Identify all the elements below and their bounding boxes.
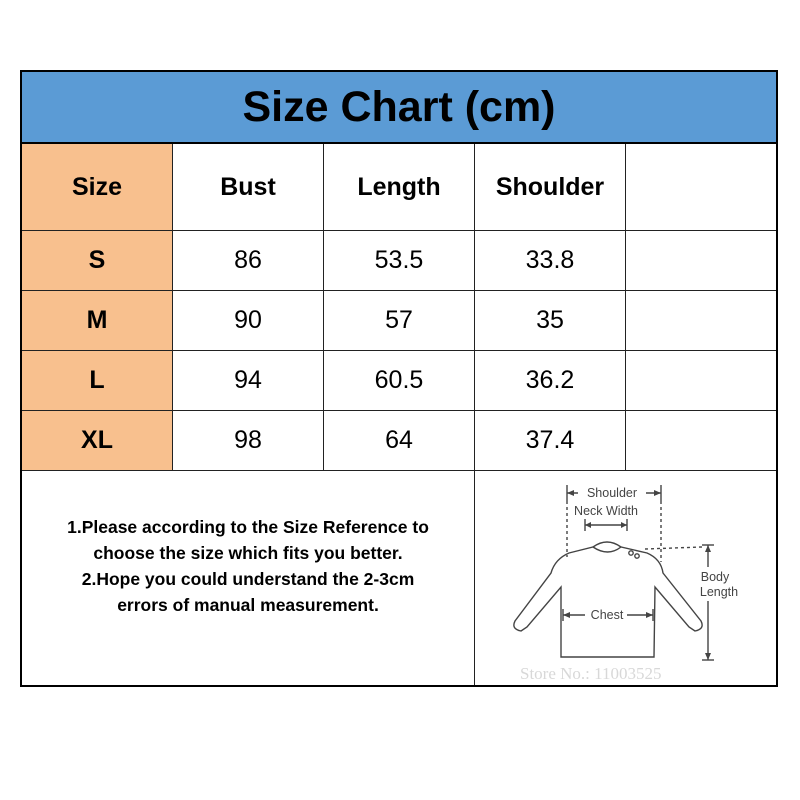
shoulder-cell: 37.4 bbox=[475, 411, 626, 470]
note-line: 2.Hope you could understand the 2-3cm bbox=[81, 569, 415, 589]
note-line: errors of manual measurement. bbox=[117, 595, 379, 615]
body-length-label-2: Length bbox=[699, 585, 739, 599]
table-row bbox=[22, 291, 776, 351]
header-empty bbox=[626, 144, 776, 230]
size-cell: XL bbox=[22, 411, 173, 470]
header-length: Length bbox=[324, 144, 475, 230]
length-cell: 53.5 bbox=[324, 231, 475, 290]
bust-cell: 98 bbox=[173, 411, 324, 470]
size-cell: L bbox=[22, 351, 173, 410]
bust-cell: 90 bbox=[173, 291, 324, 350]
length-cell: 64 bbox=[324, 411, 475, 470]
empty-cell bbox=[626, 411, 776, 470]
empty-cell bbox=[626, 291, 776, 350]
chart-title: Size Chart (cm) bbox=[22, 72, 776, 144]
header-size: Size bbox=[22, 144, 173, 230]
shoulder-cell: 33.8 bbox=[475, 231, 626, 290]
neck-width-label: Neck Width bbox=[574, 504, 638, 518]
body-length-label-1: Body bbox=[700, 570, 730, 584]
table-row bbox=[22, 411, 776, 471]
table-header-row bbox=[22, 144, 776, 231]
size-cell: S bbox=[22, 231, 173, 290]
size-table bbox=[22, 144, 776, 471]
size-notes bbox=[22, 467, 475, 685]
note-line: choose the size which fits you better. bbox=[93, 543, 403, 563]
shirt-diagram-icon bbox=[475, 467, 776, 685]
measurement-diagram bbox=[475, 467, 776, 685]
size-chart bbox=[20, 70, 778, 687]
table-row bbox=[22, 351, 776, 411]
header-bust: Bust bbox=[173, 144, 324, 230]
info-section bbox=[22, 467, 776, 685]
bust-cell: 86 bbox=[173, 231, 324, 290]
header-shoulder: Shoulder bbox=[475, 144, 626, 230]
shoulder-cell: 36.2 bbox=[475, 351, 626, 410]
size-cell: M bbox=[22, 291, 173, 350]
note-line: 1.Please according to the Size Reference to bbox=[67, 517, 429, 537]
shoulder-cell: 35 bbox=[475, 291, 626, 350]
store-watermark: Store No.: 11003525 bbox=[520, 664, 662, 683]
empty-cell bbox=[626, 231, 776, 290]
chest-label: Chest bbox=[590, 608, 624, 622]
length-cell: 60.5 bbox=[324, 351, 475, 410]
length-cell: 57 bbox=[324, 291, 475, 350]
empty-cell bbox=[626, 351, 776, 410]
table-row bbox=[22, 231, 776, 291]
shoulder-label: Shoulder bbox=[586, 486, 638, 500]
bust-cell: 94 bbox=[173, 351, 324, 410]
